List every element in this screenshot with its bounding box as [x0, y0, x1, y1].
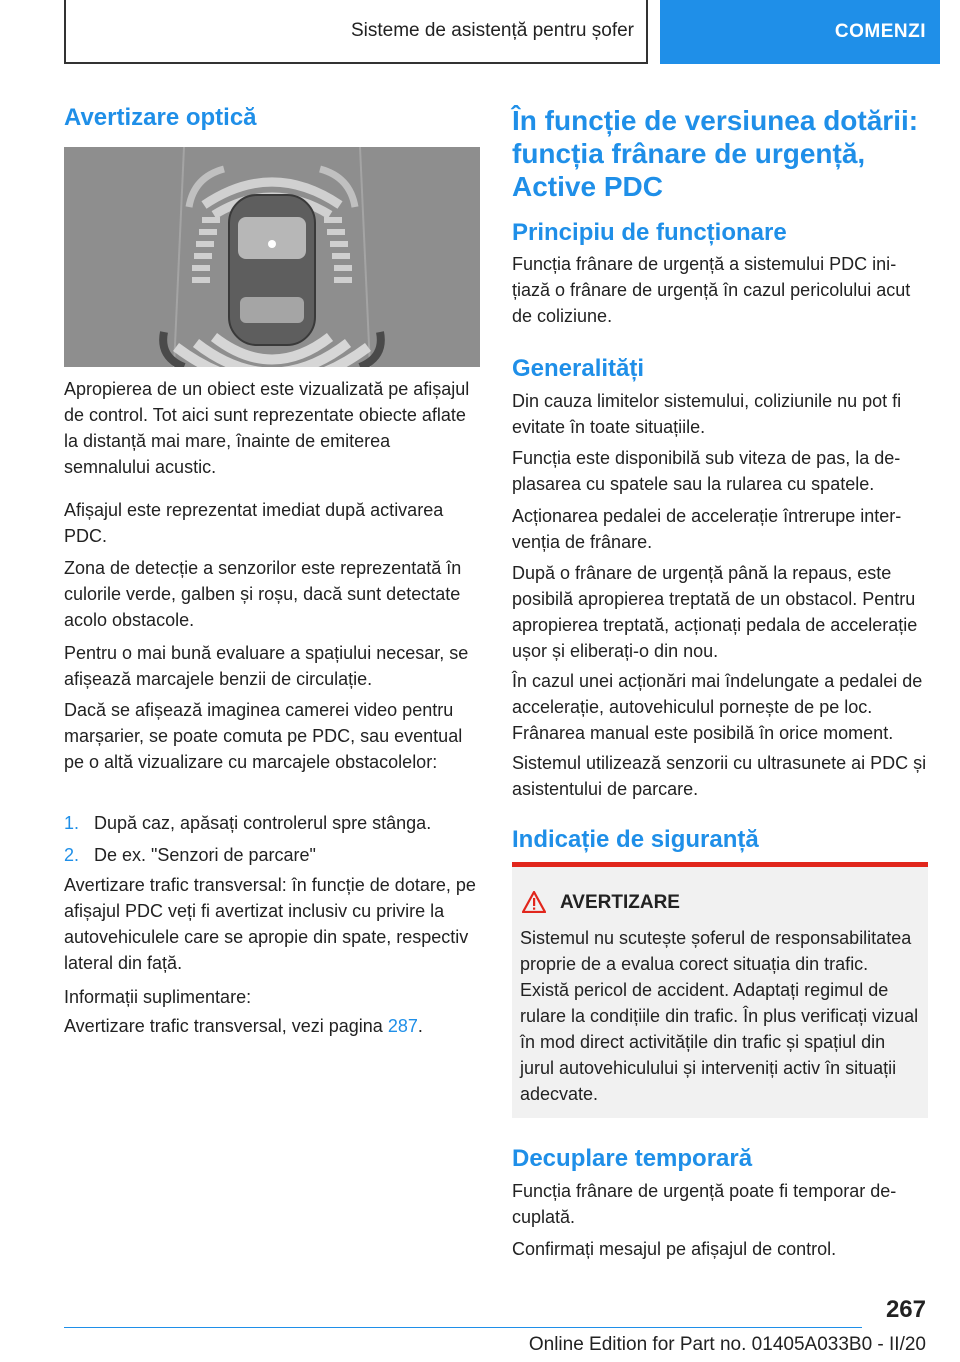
- paragraph-visual-4: Pentru o mai bună evaluare a spațiului necesar, se afișează marcajele benzii de circulație.: [64, 643, 469, 689]
- step-number: 1.: [64, 813, 80, 833]
- step-text: După caz, apăsați controlerul spre stânga.: [94, 813, 432, 833]
- paragraph-visual-6: Avertizare trafic transversal: în funcție de dotare, pe afișajul PDC veți fi avertizat inclusiv cu privire la autovehiculele care se apropie din spate, respectiv lateral din față.: [64, 875, 476, 973]
- warning-header: [522, 891, 680, 915]
- paragraph-general-1: Din cauza limitelor sistemului, coliziunile nu pot fi evitate în toate situațiile.: [512, 391, 902, 437]
- pdc-car-illustration: [64, 147, 480, 367]
- step-number: 2.: [64, 845, 80, 865]
- footer-edition: Online Edition for Part no. 01405A033B0 - II/20: [528, 1334, 926, 1355]
- paragraph-visual-7: Informații suplimentare:: [64, 987, 252, 1007]
- subheading-safety: Indicație de siguranță: [512, 826, 759, 853]
- page-link-287[interactable]: 287: [387, 1016, 418, 1036]
- paragraph-visual-3: Zona de detecție a senzorilor este reprezentată în culorile verde, galben și roșu, dacă sunt detectate acolo obstacole.: [64, 558, 462, 630]
- main-heading-emergency-braking: În funcție de versiunea dotării: funcția frânare de urgență, Active PDC: [512, 105, 919, 202]
- pdc-display-image: [64, 147, 480, 367]
- warning-box: [512, 862, 928, 1118]
- list-item: [64, 810, 480, 836]
- paragraph-general-2: Funcția este disponibilă sub viteza de pas, la deplasarea cu spatele sau la rularea cu spatele.: [512, 448, 901, 494]
- section-title: Sisteme de asistență pentru șofer: [350, 20, 634, 41]
- steps-list: [64, 810, 480, 868]
- warning-text: Sistemul nu scutește șoferul de responsabilitatea proprie de a evalua corect situația din trafic. Există pericol de accident. Adaptați regimul de rulare la condițiile din trafic. În plus verificați vizual în mod direct activitățile din trafic și spațiul din jurul autovehiculului și interveniți activ în situații adecvate.: [520, 928, 919, 1104]
- paragraph-visual-5: Dacă se afișează imaginea camerei video pentru marșarier, se poate comuta pe PDC, sau eventual pe o altă vizualizare cu marcajele obstacolelor:: [64, 700, 463, 772]
- subheading-general: Generalități: [512, 355, 645, 382]
- warning-title: AVERTIZARE: [560, 892, 680, 913]
- subheading-principle: Principiu de funcționare: [512, 219, 787, 246]
- list-item: [64, 842, 480, 868]
- warning-triangle-icon: [522, 891, 550, 915]
- section-heading-visual-warning: Avertizare optică: [64, 104, 257, 131]
- step-text: De ex. "Senzori de parcare": [94, 845, 316, 865]
- paragraph-visual-2: Afișajul este reprezentat imediat după activarea PDC.: [64, 500, 444, 546]
- page-number: 267: [885, 1296, 926, 1323]
- footer-divider: [64, 1327, 862, 1328]
- paragraph-visual-8: [64, 1013, 480, 1039]
- paragraph-disable-2: Confirmați mesajul pe afișajul de control.: [512, 1239, 837, 1259]
- paragraph-general-5: În cazul unei acționări mai îndelungate a pedalei de accelerație, autovehiculul pornește de pe loc. Frânarea manual este posibilă în orice moment.: [512, 671, 923, 743]
- subheading-temporary-disable: Decuplare temporară: [512, 1145, 753, 1172]
- header-section-title: [64, 0, 648, 64]
- cross-ref-text: Avertizare trafic transversal, vezi pagina: [64, 1016, 388, 1036]
- tab-comenzi-label: COMENZI: [834, 21, 926, 42]
- cross-ref-suffix: .: [417, 1016, 423, 1036]
- paragraph-general-6: Sistemul utilizează senzorii cu ultrasunete ai PDC și asistentului de parcare.: [512, 753, 927, 799]
- header-tab[interactable]: [660, 0, 940, 64]
- paragraph-visual-1: Apropierea de un obiect este vizualizată pe afișajul de control. Tot aici sunt reprezentate obiecte aflate la distanță mai mare, înainte de emiterea semnalului acustic.: [64, 379, 470, 477]
- paragraph-general-3: Acționarea pedalei de accelerație întrerupe intervenția de frânare.: [512, 506, 902, 552]
- paragraph-principle: Funcția frânare de urgență a sistemului PDC inițiază o frânare de urgență în cazul pericolului acut de coliziune.: [512, 254, 911, 326]
- paragraph-general-4: După o frânare de urgență până la repaus, este posibilă apropierea treptată de un obstacol. Pentru apropierea treptată, acționați pedala de accelerație ușor și eliberați-o din nou.: [512, 563, 918, 661]
- paragraph-disable-1: Funcția frânare de urgență poate fi temporar decuplată.: [512, 1181, 897, 1227]
